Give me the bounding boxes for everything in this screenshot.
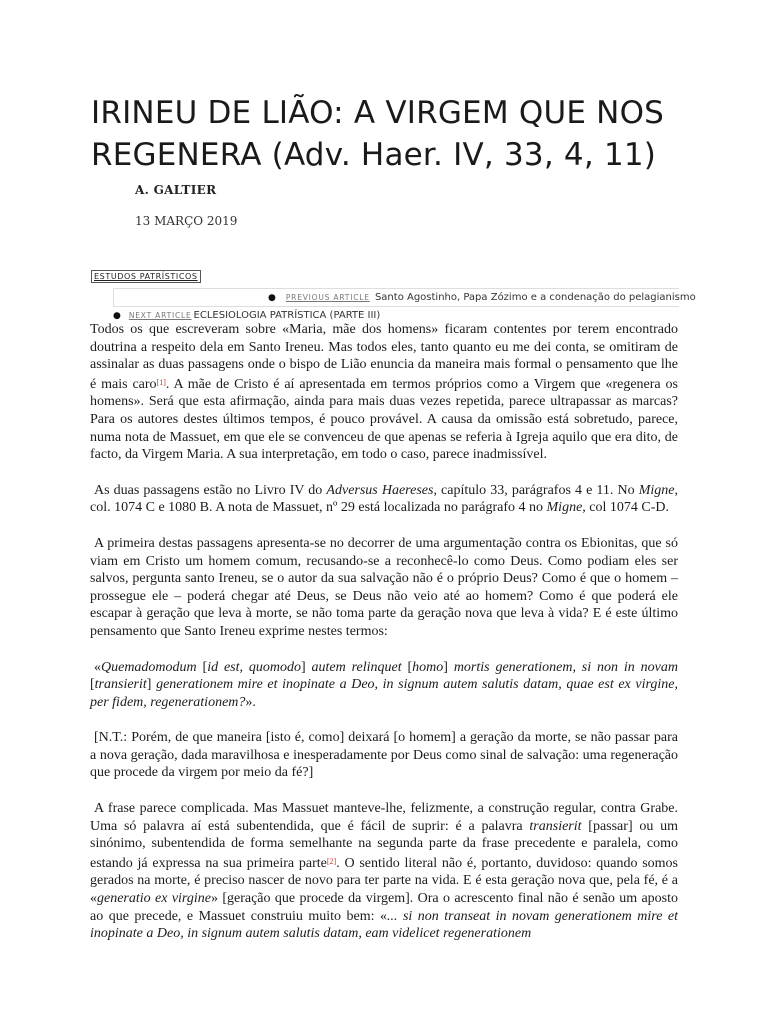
article-title: IRINEU DE LIÃO: A VIRGEM QUE NOS REGENERA (Adv. Haer. IV, 33, 4, 11) [91, 95, 665, 173]
category-link[interactable]: ESTUDOS PATRÍSTICOS [91, 270, 201, 283]
article-date: 13 MARÇO 2019 [135, 214, 238, 228]
paragraph-6: A frase parece complicada. Mas Massuet manteve-lhe, felizmente, a construção regular, contra Grabe. Uma só palavra aí está subentendida, que é fácil de suprir: é a palavra transierit [passar] ou um sinónimo, subentendida de forma semelhante na segunda parte da frase precedente e paralela, como estando já expressa na sua primeira parte[2]. O sentido literal não é, portanto, duvidoso: quando somos gerados na morte, é preciso nascer de novo para ter parte na vida. E é esta geração nova que, pela fé, é a «generatio ex virgine» [geração que procede da virgem]. Ora o acrescento final não é senão um aposto ao que precede, e Massuet construiu muito bem: «... si non transeat in novam generationem mire et inopinate a Deo, in signum autem salutis datam, eam videlicet regenerationem [90, 801, 679, 942]
footnote-link-1[interactable]: [1] [156, 377, 166, 387]
previous-article-title: Santo Agostinho, Papa Zózimo e a condenação do pelagianismo [374, 292, 696, 303]
article-body [90, 321, 678, 961]
previous-article-kicker: PREVIOUS ARTICLE [285, 293, 370, 302]
article-author[interactable]: A. GALTIER [135, 183, 217, 197]
footnote-link-2[interactable]: [2] [326, 856, 337, 866]
bullet-icon: ● [113, 311, 121, 321]
bullet-icon: ● [268, 293, 276, 303]
paragraph-2: As duas passagens estão no Livro IV do Adversus Haereses, capítulo 33, parágrafos 4 e 11. No Migne, col. 1074 C e 1080 B. A nota de Massuet, nº 29 está localizada no parágrafo 4 no Migne, col 1074 C-D. [90, 482, 678, 516]
next-article-title: ECLESIOLOGIA PATRÍSTICA (PARTE III) [193, 310, 381, 321]
paragraph-3: A primeira destas passagens apresenta-se no decorrer de uma argumentação contra os Ebionitas, que só viam em Cristo um homem comum, recusando-se a reconhecê-lo como Deus. Como podiam eles ser salvos, pergunta santo Ireneu, se o autor da sua salvação não é o próprio Deus? Como é que o homem – prossegue ele – poderá chegar até Deus, se Deus não veio até ao homem? Como é que poderá ele escapar à geração que leva à morte, se não toma parte da geração nova que leva à vida? E é este último pensamento que Santo Ireneu exprime nestes termos: [90, 535, 678, 639]
next-article-link[interactable] [113, 310, 380, 321]
translator-note: [N.T.: Porém, de que maneira [isto é, como] deixará [o homem] a geração da morte, se não passar para a nova geração, dada maravilhosa e inesperadamente por Deus como sinal de salvação: uma regeneração que procede da virgem por meio da fé?] [90, 730, 678, 781]
latin-quote: «Quemadomodum [id est, quomodo] autem relinquet [homo] mortis generationem, si non in novam [transierit] generationem mire et inopinate a Deo, in signum autem salutis datam, quae est ex virgine, per fidem, regenerationem?». [90, 659, 678, 710]
paragraph-1: Todos os que escreveram sobre «Maria, mãe dos homens» ficaram contentes por terem encontrado doutrina a respeito dela em Santo Ireneu. Mas todos eles, tanto quanto eu me dei conta, se omitiram de assinalar as duas passagens onde o bispo de Lião enuncia da maneira mais formal o pensamento que lhe é mais caro[1]. A mãe de Cristo é aí apresentada em termos próprios como a Virgem que «regenera os homens». Será que esta afirmação, ainda para mais duas vezes repetida, parece ultrapassar as marcas? Para os autores destes últimos tempos, é pouco provável. A causa da omissão está sobretudo, parece, numa nota de Massuet, em que ele se convenceu de que apenas se referia à Igreja aquilo que era dito, de facto, da Virgem Maria. A sua interpretação, em todo o caso, parece inadmissível. [90, 322, 678, 463]
next-article-kicker: NEXT ARTICLE [128, 311, 192, 320]
previous-article-link[interactable] [268, 292, 696, 303]
